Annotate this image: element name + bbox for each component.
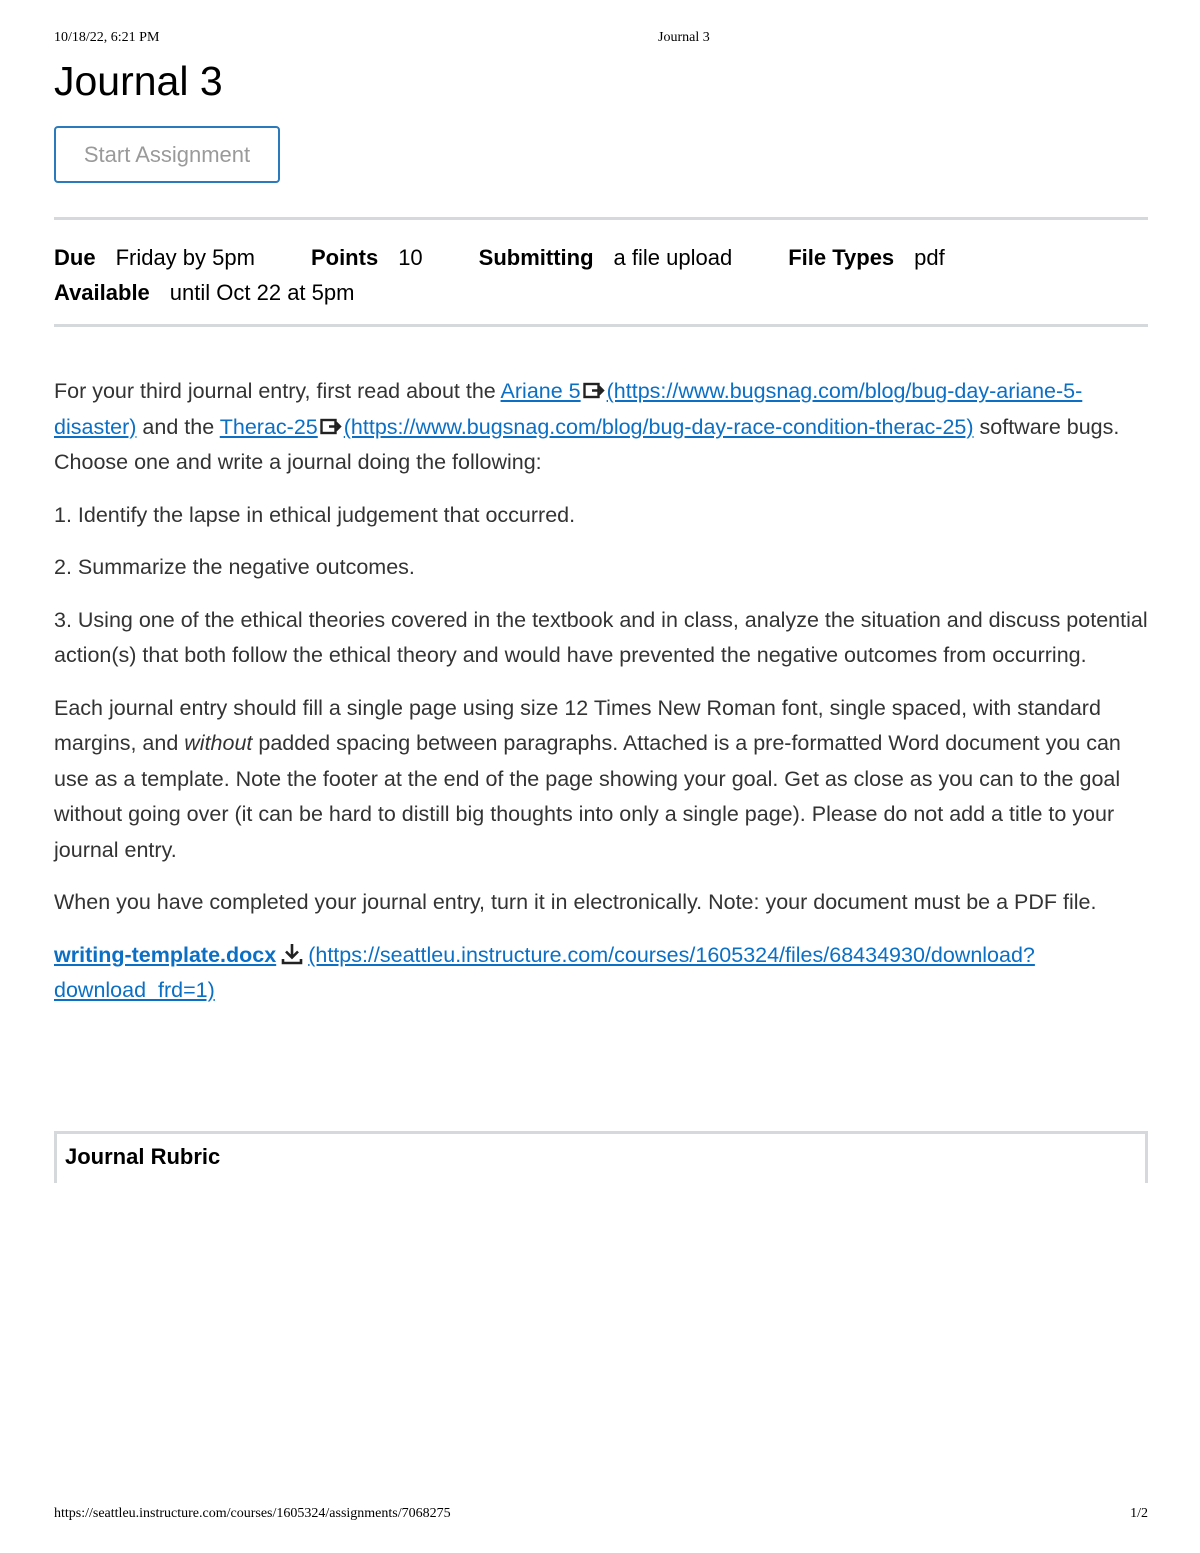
list-item: 3. Using one of the ethical theories covered in the textbook and in class, analyze the situation and discuss potential action(s) that both follow the ethical theory and would have prevented the negative outcomes from occurring.	[54, 607, 1148, 667]
therac-25-link[interactable]: Therac-25	[219, 414, 318, 439]
download-url[interactable]: (https://seattleu.instructure.com/courses/1605324/files/68434930/download?download_frd=1)	[54, 942, 1035, 1002]
print-datetime: 10/18/22, 6:21 PM	[54, 30, 160, 45]
points-value: 10	[398, 244, 423, 270]
due-value: Friday by 5pm	[115, 244, 255, 270]
therac-25-url[interactable]: (https://www.bugsnag.com/blog/bug-day-race-condition-therac-25)	[343, 414, 974, 439]
due-label: Due	[54, 244, 96, 270]
external-link-icon	[583, 382, 605, 400]
intro-paragraph: For your third journal entry, first read about the Ariane 5 (https://www.bugsnag.com/blog/bug-day-ariane-5-disaster) and the Therac-25 (https://www.bugsnag.com/blog/bug-day-race-condition-therac-25) software bugs. Choose one and write a journal doing the following:	[54, 379, 1120, 474]
assignment-details	[54, 240, 1001, 310]
available-value: until Oct 22 at 5pm	[169, 279, 355, 305]
print-title: Journal 3	[658, 30, 710, 45]
rubric-title: Journal Rubric	[65, 1144, 221, 1169]
submitting-value: a file upload	[613, 244, 733, 270]
divider	[54, 217, 1148, 220]
external-link-icon	[320, 418, 342, 436]
submit-paragraph: When you have completed your journal entry, turn it in electronically. Note: your document must be a PDF file.	[54, 890, 1097, 914]
page-title: Journal 3	[54, 58, 223, 104]
list-item: 2. Summarize the negative outcomes.	[54, 555, 415, 579]
points-label: Points	[310, 244, 379, 270]
writing-template-download-link[interactable]: writing-template.docx	[54, 942, 277, 967]
file-types-label: File Types	[788, 244, 895, 270]
available-label: Available	[54, 279, 150, 305]
download-icon[interactable]	[280, 942, 304, 966]
ariane-5-link[interactable]: Ariane 5	[500, 379, 581, 403]
assignment-description	[54, 374, 1148, 1026]
print-footer	[54, 1506, 1148, 1526]
file-types-value: pdf	[914, 244, 945, 270]
submitting-label: Submitting	[478, 244, 594, 270]
print-url: https://seattleu.instructure.com/courses/1605324/assignments/7068275	[54, 1506, 451, 1521]
ariane-5-url[interactable]: (https://www.bugsnag.com/blog/bug-day-ariane-5-disaster)	[54, 379, 1083, 439]
rubric-panel	[54, 1131, 1148, 1183]
divider	[54, 324, 1148, 327]
page-number: 1/2	[1130, 1506, 1148, 1521]
download-paragraph	[54, 938, 1148, 1009]
format-paragraph: Each journal entry should fill a single page using size 12 Times New Roman font, single spaced, with standard margins, and without padded spacing between paragraphs. Attached is a pre-formatted Word document you can use as a template. Note the footer at the end of the page showing your goal. Get as close as you can to the goal without going over (it can be hard to distill big thoughts into only a single page). Please do not add a title to your journal entry.	[54, 695, 1121, 862]
start-assignment-button[interactable]: Start Assignment	[54, 126, 280, 183]
print-header	[54, 30, 1148, 50]
list-item: 1. Identify the lapse in ethical judgement that occurred.	[54, 502, 576, 527]
